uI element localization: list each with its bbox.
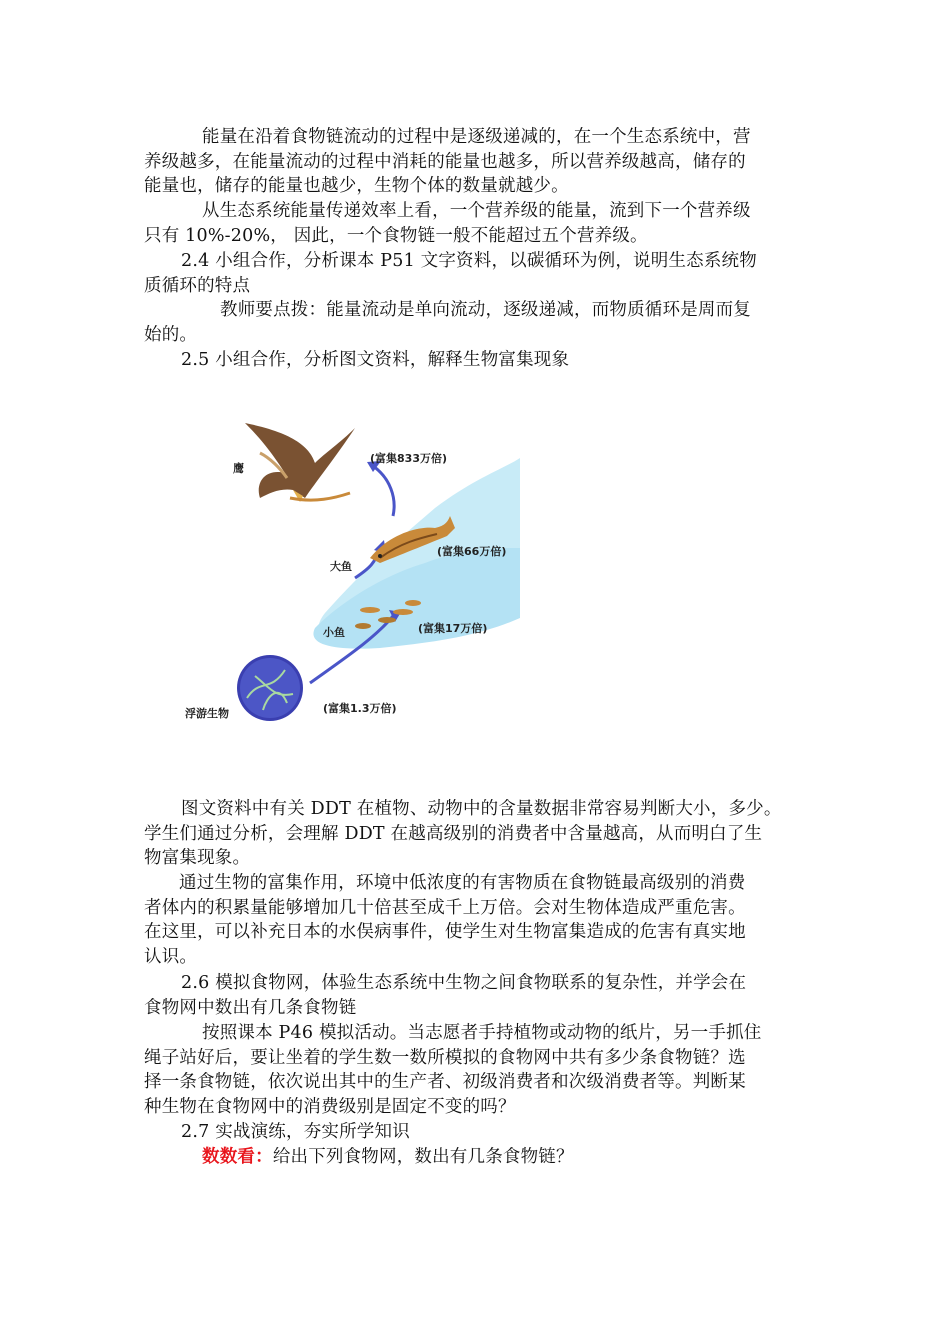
label-plankton: 浮游生物 (185, 707, 229, 720)
label-concentration-big-fish: (富集66万倍) (437, 545, 507, 558)
paragraph-simulation (144, 1021, 804, 1119)
text-line: 2.4 小组合作，分析课本 P51 文字资料，以碳循环为例，说明生态系统物 (181, 251, 757, 271)
label-concentration-small-fish: (富集17万倍) (418, 622, 488, 635)
label-concentration-plankton: (富集1.3万倍) (323, 702, 397, 715)
text-line: 通过生物的富集作用，环境中低浓度的有害物质在食物链最高级别的消费 (179, 873, 746, 893)
exercise-label: 数数看： (202, 1147, 273, 1167)
text-line: 教师要点拨：能量流动是单向流动，逐级递减，而物质循环是周而复 (220, 300, 751, 320)
label-concentration-eagle: (富集833万倍) (370, 452, 448, 465)
text-line: 只有 10%-20%， 因此，一个食物链一般不能超过五个营养级。 (144, 225, 648, 246)
text-line: 绳子站好后，要让坐着的学生数一数所模拟的食物网中共有多少条食物链？选 (144, 1047, 746, 1068)
section-2-6 (144, 971, 804, 1020)
label-big-fish: 大鱼 (330, 560, 352, 573)
section-2-4 (144, 249, 804, 298)
text-line: 能量也，储存的能量也越少，生物个体的数量就越少。 (144, 176, 569, 197)
text-line: 种生物在食物网中的消费级别是固定不变的吗？ (144, 1096, 516, 1117)
text-line: 按照课本 P46 模拟活动。当志愿者手持植物或动物的纸片，另一手抓住 (202, 1023, 762, 1043)
text-line: 在这里，可以补充日本的水俣病事件，使学生对生物富集造成的危害有真实地 (144, 922, 746, 943)
text-line: 质循环的特点 (144, 275, 251, 296)
biomagnification-figure (175, 398, 520, 728)
exercise-text: 给出下列食物网，数出有几条食物链？ (272, 1147, 574, 1167)
label-small-fish: 小鱼 (323, 626, 345, 639)
arrow-fish-to-eagle (373, 466, 394, 516)
teacher-note (144, 298, 804, 347)
text-line: 物富集现象。 (144, 848, 251, 869)
label-eagle: 鹰 (233, 462, 244, 475)
text-line: 2.7 实战演练，夯实所学知识 (181, 1122, 410, 1142)
paragraph-ddt (144, 797, 804, 871)
text-line: 图文资料中有关 DDT 在植物、动物中的含量数据非常容易判断大小，多少。 (181, 799, 782, 819)
section-2-7 (144, 1120, 804, 1145)
text-line: 从生态系统能量传递效率上看，一个营养级的能量，流到下一个营养级 (202, 201, 751, 221)
section-2-5 (144, 348, 804, 373)
text-line: 学生们通过分析，会理解 DDT 在越高级别的消费者中含量越高，从而明白了生 (144, 823, 763, 844)
paragraph-biomagnification (144, 871, 804, 969)
text-line: 者体内的积累量能够增加几十倍甚至成千上万倍。会对生物体造成严重危害。 (144, 897, 746, 918)
paragraph-efficiency (144, 199, 804, 248)
text-line: 认识。 (144, 946, 198, 967)
text-line: 养级越多，在能量流动的过程中消耗的能量也越多，所以营养级越高，储存的 (144, 151, 746, 172)
text-line: 能量在沿着食物链流动的过程中是逐级递减的，在一个生态系统中，营 (202, 127, 751, 147)
text-line: 择一条食物链，依次说出其中的生产者、初级消费者和次级消费者等。判断某 (144, 1072, 746, 1093)
exercise-prompt (144, 1145, 804, 1170)
text-line: 食物网中数出有几条食物链 (144, 997, 357, 1018)
text-line: 始的。 (144, 324, 198, 345)
eagle-icon (245, 423, 355, 502)
text-line: 2.6 模拟食物网，体验生态系统中生物之间食物联系的复杂性，并学会在 (181, 973, 747, 993)
paragraph-energy-flow (144, 125, 804, 199)
text-line: 2.5 小组合作，分析图文资料，解释生物富集现象 (181, 350, 570, 370)
